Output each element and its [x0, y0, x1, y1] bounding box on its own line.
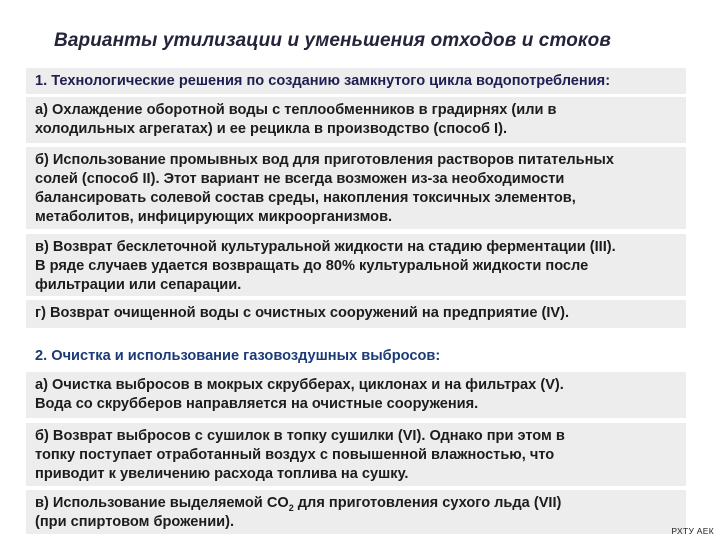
subscript-text: 2	[288, 502, 294, 513]
footer-watermark: РХТУ АЕК	[671, 526, 714, 536]
text-fragment: в) Использование выделяемой CO	[35, 495, 289, 511]
section-1-item-d	[26, 300, 686, 328]
text-line: В ряде случаев удается возвращать до 80% культуральной жидкости после	[35, 258, 589, 274]
text-line: топку поступает отработанный воздух с повышенной влажностью, что	[35, 447, 555, 463]
text-line: (при спиртовом брожении).	[35, 514, 235, 530]
text-line: б) Возврат выбросов с сушилок в топку сушилки (VI). Однако при этом в	[35, 428, 565, 444]
text-line	[35, 494, 678, 513]
section-2-item-b	[26, 423, 686, 486]
section-2-heading: 2. Очистка и использование газовоздушных выбросов:	[26, 343, 686, 369]
section-2-item-c	[26, 490, 686, 534]
text-line: а) Очистка выбросов в мокрых скрубберах, циклонах и на фильтрах (V).	[35, 377, 564, 393]
section-1-item-c	[26, 234, 686, 296]
text-line: а) Охлаждение оборотной воды с теплообменников в градирнях (или в	[35, 102, 557, 118]
text-line: приводит к увеличению расхода топлива на сушку.	[35, 466, 409, 482]
text-line: г) Возврат очищенной воды с очистных сооружений на предприятие (IV).	[35, 305, 570, 321]
text-line: в) Возврат бесклеточной культуральной жидкости на стадию ферментации (III).	[35, 239, 616, 255]
section-1-heading: 1. Технологические решения по созданию замкнутого цикла водопотребления:	[26, 68, 686, 94]
text-fragment: для приготовления сухого льда (VII)	[293, 495, 562, 511]
text-line: балансировать солевой состав среды, накопления токсичных элементов,	[35, 190, 576, 206]
slide-title: Варианты утилизации и уменьшения отходов и стоков	[54, 30, 611, 51]
text-line: б) Использование промывных вод для приготовления растворов питательных	[35, 152, 614, 168]
text-line: Вода со скрубберов направляется на очистные сооружения.	[35, 396, 479, 412]
text-line: фильтрации или сепарации.	[35, 277, 242, 293]
section-2-item-a	[26, 372, 686, 418]
text-line: солей (способ II). Этот вариант не всегда возможен из-за необходимости	[35, 171, 565, 187]
text-line: холодильных агрегатах) и ее рецикла в производство (способ I).	[35, 121, 508, 137]
section-1-item-a	[26, 97, 686, 143]
section-1-item-b	[26, 147, 686, 229]
text-line: метаболитов, инфицирующих микроорганизмов.	[35, 209, 393, 225]
